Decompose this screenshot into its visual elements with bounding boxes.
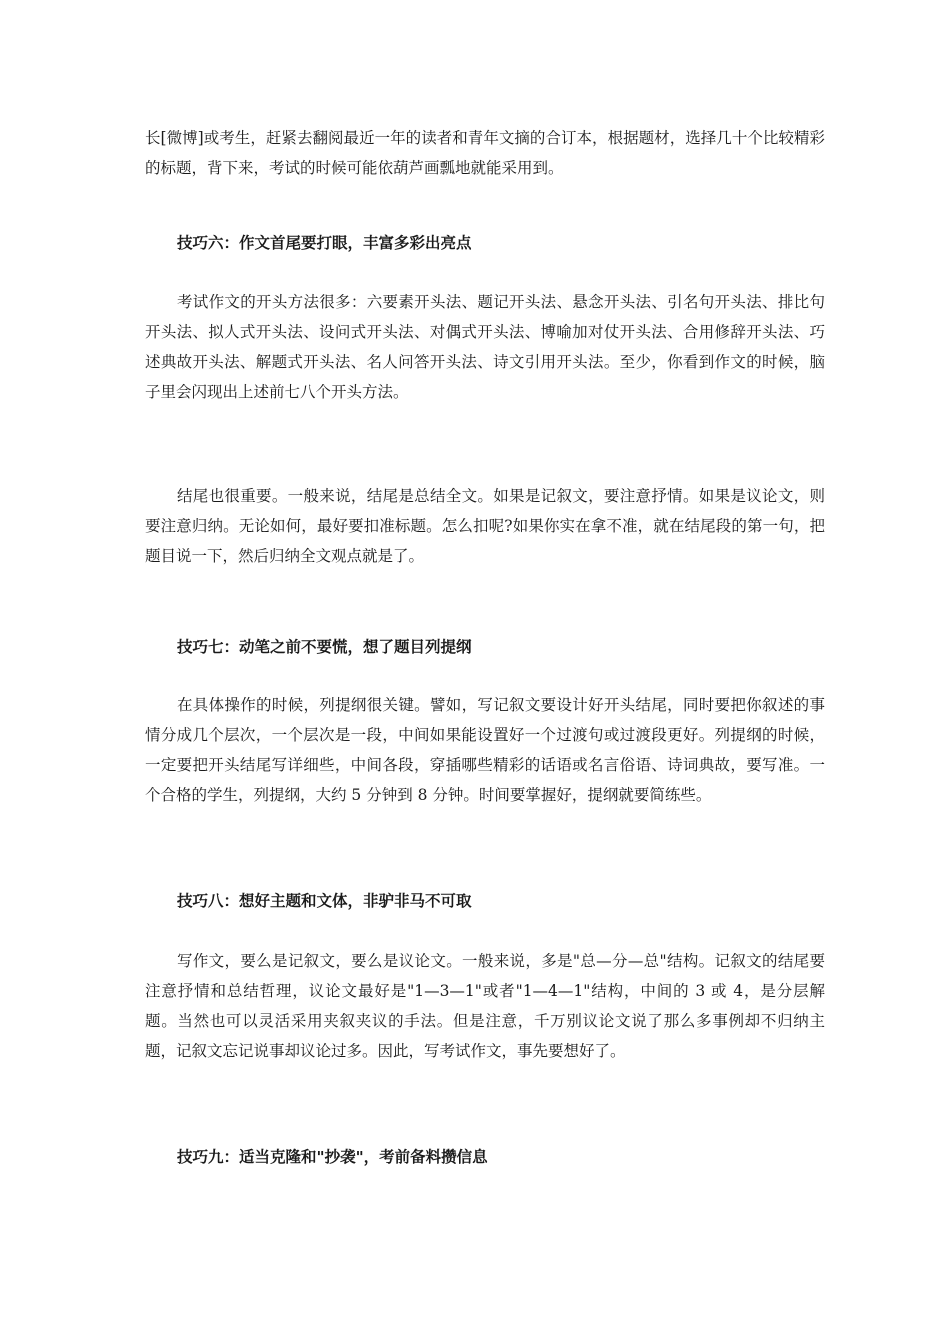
paragraph-tip-6-openings: 考试作文的开头方法很多：六要素开头法、题记开头法、悬念开头法、引名句开头法、排比句开头法、拟人式开头法、设问式开头法、对偶式开头法、博喻加对仗开头法、合用修辞开头法、巧述典故开头法、解题式开头法、名人问答开头法、诗文引用开头法。至少，你看到作文的时候，脑子里会闪现出上述前七八个开头方法。 — [145, 293, 825, 401]
paragraph-tip-8: 写作文，要么是记叙文，要么是议论文。一般来说，多是"总—分—总"结构。记叙文的结尾要注意抒情和总结哲理，议论文最好是"1—3—1"或者"1—4—1"结构，中间的 3 或 4，是分层解题。当然也可以灵活采用夹叙夹议的手法。但是注意，千万别议论文说了那么多事例却不归纳主题，记叙文忘记说事却议论过多。因此，写考试作文，事先要想好了。 — [145, 952, 825, 1060]
heading-tip-8: 技巧八：想好主题和文体，非驴非马不可取 — [177, 892, 472, 910]
heading-tip-9: 技巧九：适当克隆和"抄袭"，考前备料攒信息 — [177, 1148, 488, 1166]
paragraph-tip-6-endings: 结尾也很重要。一般来说，结尾是总结全文。如果是记叙文，要注意抒情。如果是议论文，则要注意归纳。无论如何，最好要扣准标题。怎么扣呢?如果你实在拿不准，就在结尾段的第一句，把题目说一下，然后归纳全文观点就是了。 — [145, 487, 825, 565]
heading-tip-7: 技巧七：动笔之前不要慌，想了题目列提纲 — [177, 638, 472, 656]
paragraph-tip-7: 在具体操作的时候，列提纲很关键。譬如，写记叙文要设计好开头结尾，同时要把你叙述的事情分成几个层次，一个层次是一段，中间如果能设置好一个过渡句或过渡段更好。列提纲的时候，一定要把开头结尾写详细些，中间各段，穿插哪些精彩的话语或名言俗语、诗词典故，要写准。一个合格的学生，列提纲，大约 5 分钟到 8 分钟。时间要掌握好，提纲就要简练些。 — [145, 696, 825, 804]
heading-tip-6: 技巧六：作文首尾要打眼，丰富多彩出亮点 — [177, 234, 472, 252]
paragraph-intro-continuation: 长[微博]或考生，赶紧去翻阅最近一年的读者和青年文摘的合订本，根据题材，选择几十个比较精彩的标题，背下来，考试的时候可能依葫芦画瓢地就能采用到。 — [145, 129, 825, 177]
